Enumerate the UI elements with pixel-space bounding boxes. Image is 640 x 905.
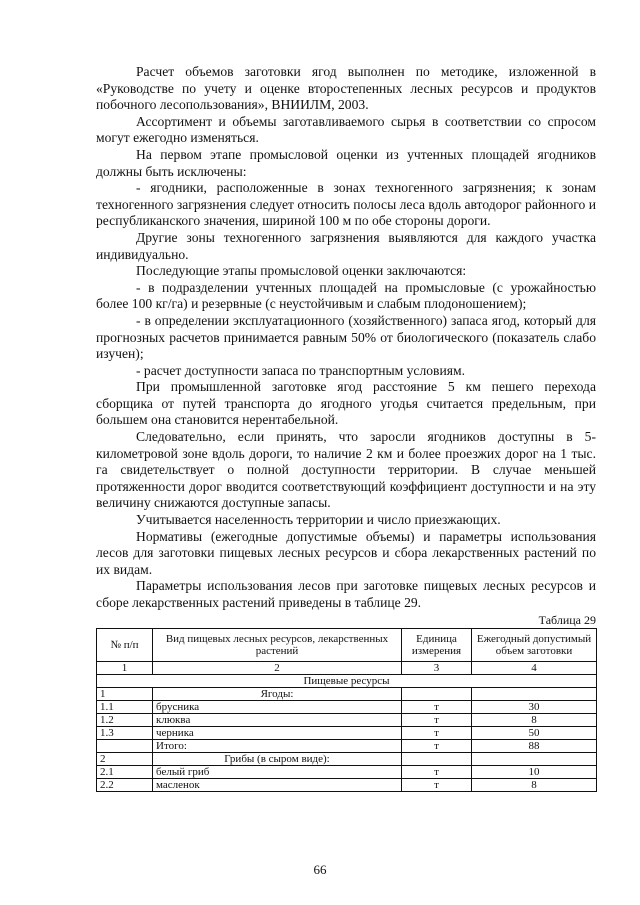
- paragraph: Учитывается населенность территории и число приезжающих.: [136, 512, 501, 528]
- empty-cell: [472, 752, 597, 765]
- total-row: [97, 739, 597, 752]
- unit-cell: т: [402, 765, 472, 778]
- col-number: 4: [472, 661, 597, 674]
- unit-cell: т: [402, 713, 472, 726]
- row-number: 1.1: [97, 700, 153, 713]
- document-page: [96, 64, 596, 792]
- total-label: Итого:: [153, 739, 402, 752]
- group-row: [97, 687, 597, 700]
- column-number-row: [97, 661, 597, 674]
- table-row: [97, 700, 597, 713]
- header-volume: Ежегодный допустимый объем заготовки: [472, 628, 597, 661]
- empty-cell: [472, 687, 597, 700]
- col-number: 1: [97, 661, 153, 674]
- group-number: 1: [97, 687, 153, 700]
- paragraph: - расчет доступности запаса по транспортным условиям.: [136, 362, 465, 378]
- resource-name: масленок: [153, 778, 402, 791]
- unit-cell: т: [402, 726, 472, 739]
- volume-cell: 8: [472, 778, 597, 791]
- resources-table: [96, 628, 597, 792]
- group-title: Ягоды:: [153, 687, 402, 700]
- table-row: [97, 765, 597, 778]
- row-number: 1.2: [97, 713, 153, 726]
- table-row: [97, 713, 597, 726]
- paragraph: Другие зоны техногенного загрязнения выявляются для каждого участка индивидуально.: [96, 229, 596, 262]
- header-unit: Единица измерения: [402, 628, 472, 661]
- paragraph: На первом этапе промысловой оценки из учтенных площадей ягодников должны быть исключены:: [96, 146, 596, 179]
- group-number: 2: [97, 752, 153, 765]
- header-resource: Вид пищевых лесных ресурсов, лекарственных растений: [153, 628, 402, 661]
- row-number: 1.3: [97, 726, 153, 739]
- page-number: 66: [313, 862, 327, 877]
- paragraph: Нормативы (ежегодные допустимые объемы) и параметры использования лесов для заготовки пищевых лесных ресурсов и сбора лекарственных растений по их видам.: [96, 528, 596, 577]
- paragraph: Ассортимент и объемы заготавливаемого сырья в соответствии со спросом могут ежегодно изменяться.: [96, 113, 596, 146]
- unit-cell: т: [402, 778, 472, 791]
- volume-cell: 8: [472, 713, 597, 726]
- resource-name: черника: [153, 726, 402, 739]
- header-num: № п/п: [97, 628, 153, 661]
- col-number: 2: [153, 661, 402, 674]
- paragraph: Расчет объемов заготовки ягод выполнен по методике, изложенной в «Руководстве по учету и оценке второстепенных лесных ресурсов и продуктов побочного лесопользования», ВНИИЛМ, 2003.: [96, 64, 596, 113]
- body-text: [96, 64, 596, 612]
- resource-name: белый гриб: [153, 765, 402, 778]
- unit-cell: т: [402, 739, 472, 752]
- paragraph: Последующие этапы промысловой оценки заключаются:: [136, 263, 467, 279]
- col-number: 3: [402, 661, 472, 674]
- section-title: Пищевые ресурсы: [97, 674, 597, 687]
- row-number: 2.2: [97, 778, 153, 791]
- row-number: 2.1: [97, 765, 153, 778]
- volume-cell: 50: [472, 726, 597, 739]
- paragraph: - ягодники, расположенные в зонах техногенного загрязнения; к зонам техногенного загрязнения следует относить полосы леса вдоль автодорог районного и республиканского значения, шириной 100 м по обе стороны дороги.: [96, 180, 596, 229]
- table-header-row: [97, 628, 597, 661]
- paragraph: Следовательно, если принять, что заросли ягодников доступны в 5-километровой зоне вдоль дороги, то наличие 2 км и более проезжих дорог на 1 тыс. га свидетельствует о полной доступности территории. В случае меньшей протяженности дорог вводится соответствующий коэффициент доступности и на эту величину снижаются доступные запасы.: [96, 429, 596, 511]
- volume-cell: 10: [472, 765, 597, 778]
- empty-cell: [97, 739, 153, 752]
- resource-name: брусника: [153, 700, 402, 713]
- empty-cell: [402, 687, 472, 700]
- resource-name: клюква: [153, 713, 402, 726]
- group-title: Грибы (в сыром виде):: [153, 752, 402, 765]
- section-row: [97, 674, 597, 687]
- paragraph: - в определении эксплуатационного (хозяйственного) запаса ягод, который для прогнозных расчетов принимается равным 50% от биологического (показатель слабо изучен);: [96, 312, 596, 362]
- paragraph: При промышленной заготовке ягод расстояние 5 км пешего перехода сборщика от путей транспорта до ягодного угодья считается предельным, при большем она становится нерентабельной.: [96, 379, 596, 428]
- table-caption: Таблица 29: [538, 612, 596, 627]
- table-row: [97, 726, 597, 739]
- volume-cell: 30: [472, 700, 597, 713]
- empty-cell: [402, 752, 472, 765]
- paragraph: Параметры использования лесов при заготовке пищевых лесных ресурсов и сборе лекарственных растений приведены в таблице 29.: [96, 578, 596, 610]
- group-row: [97, 752, 597, 765]
- table-row: [97, 778, 597, 791]
- unit-cell: т: [402, 700, 472, 713]
- volume-cell: 88: [472, 739, 597, 752]
- paragraph: - в подразделении учтенных площадей на промысловые (с урожайностью более 100 кг/га) и резервные (с неустойчивым и слабым плодоношением);: [96, 279, 596, 312]
